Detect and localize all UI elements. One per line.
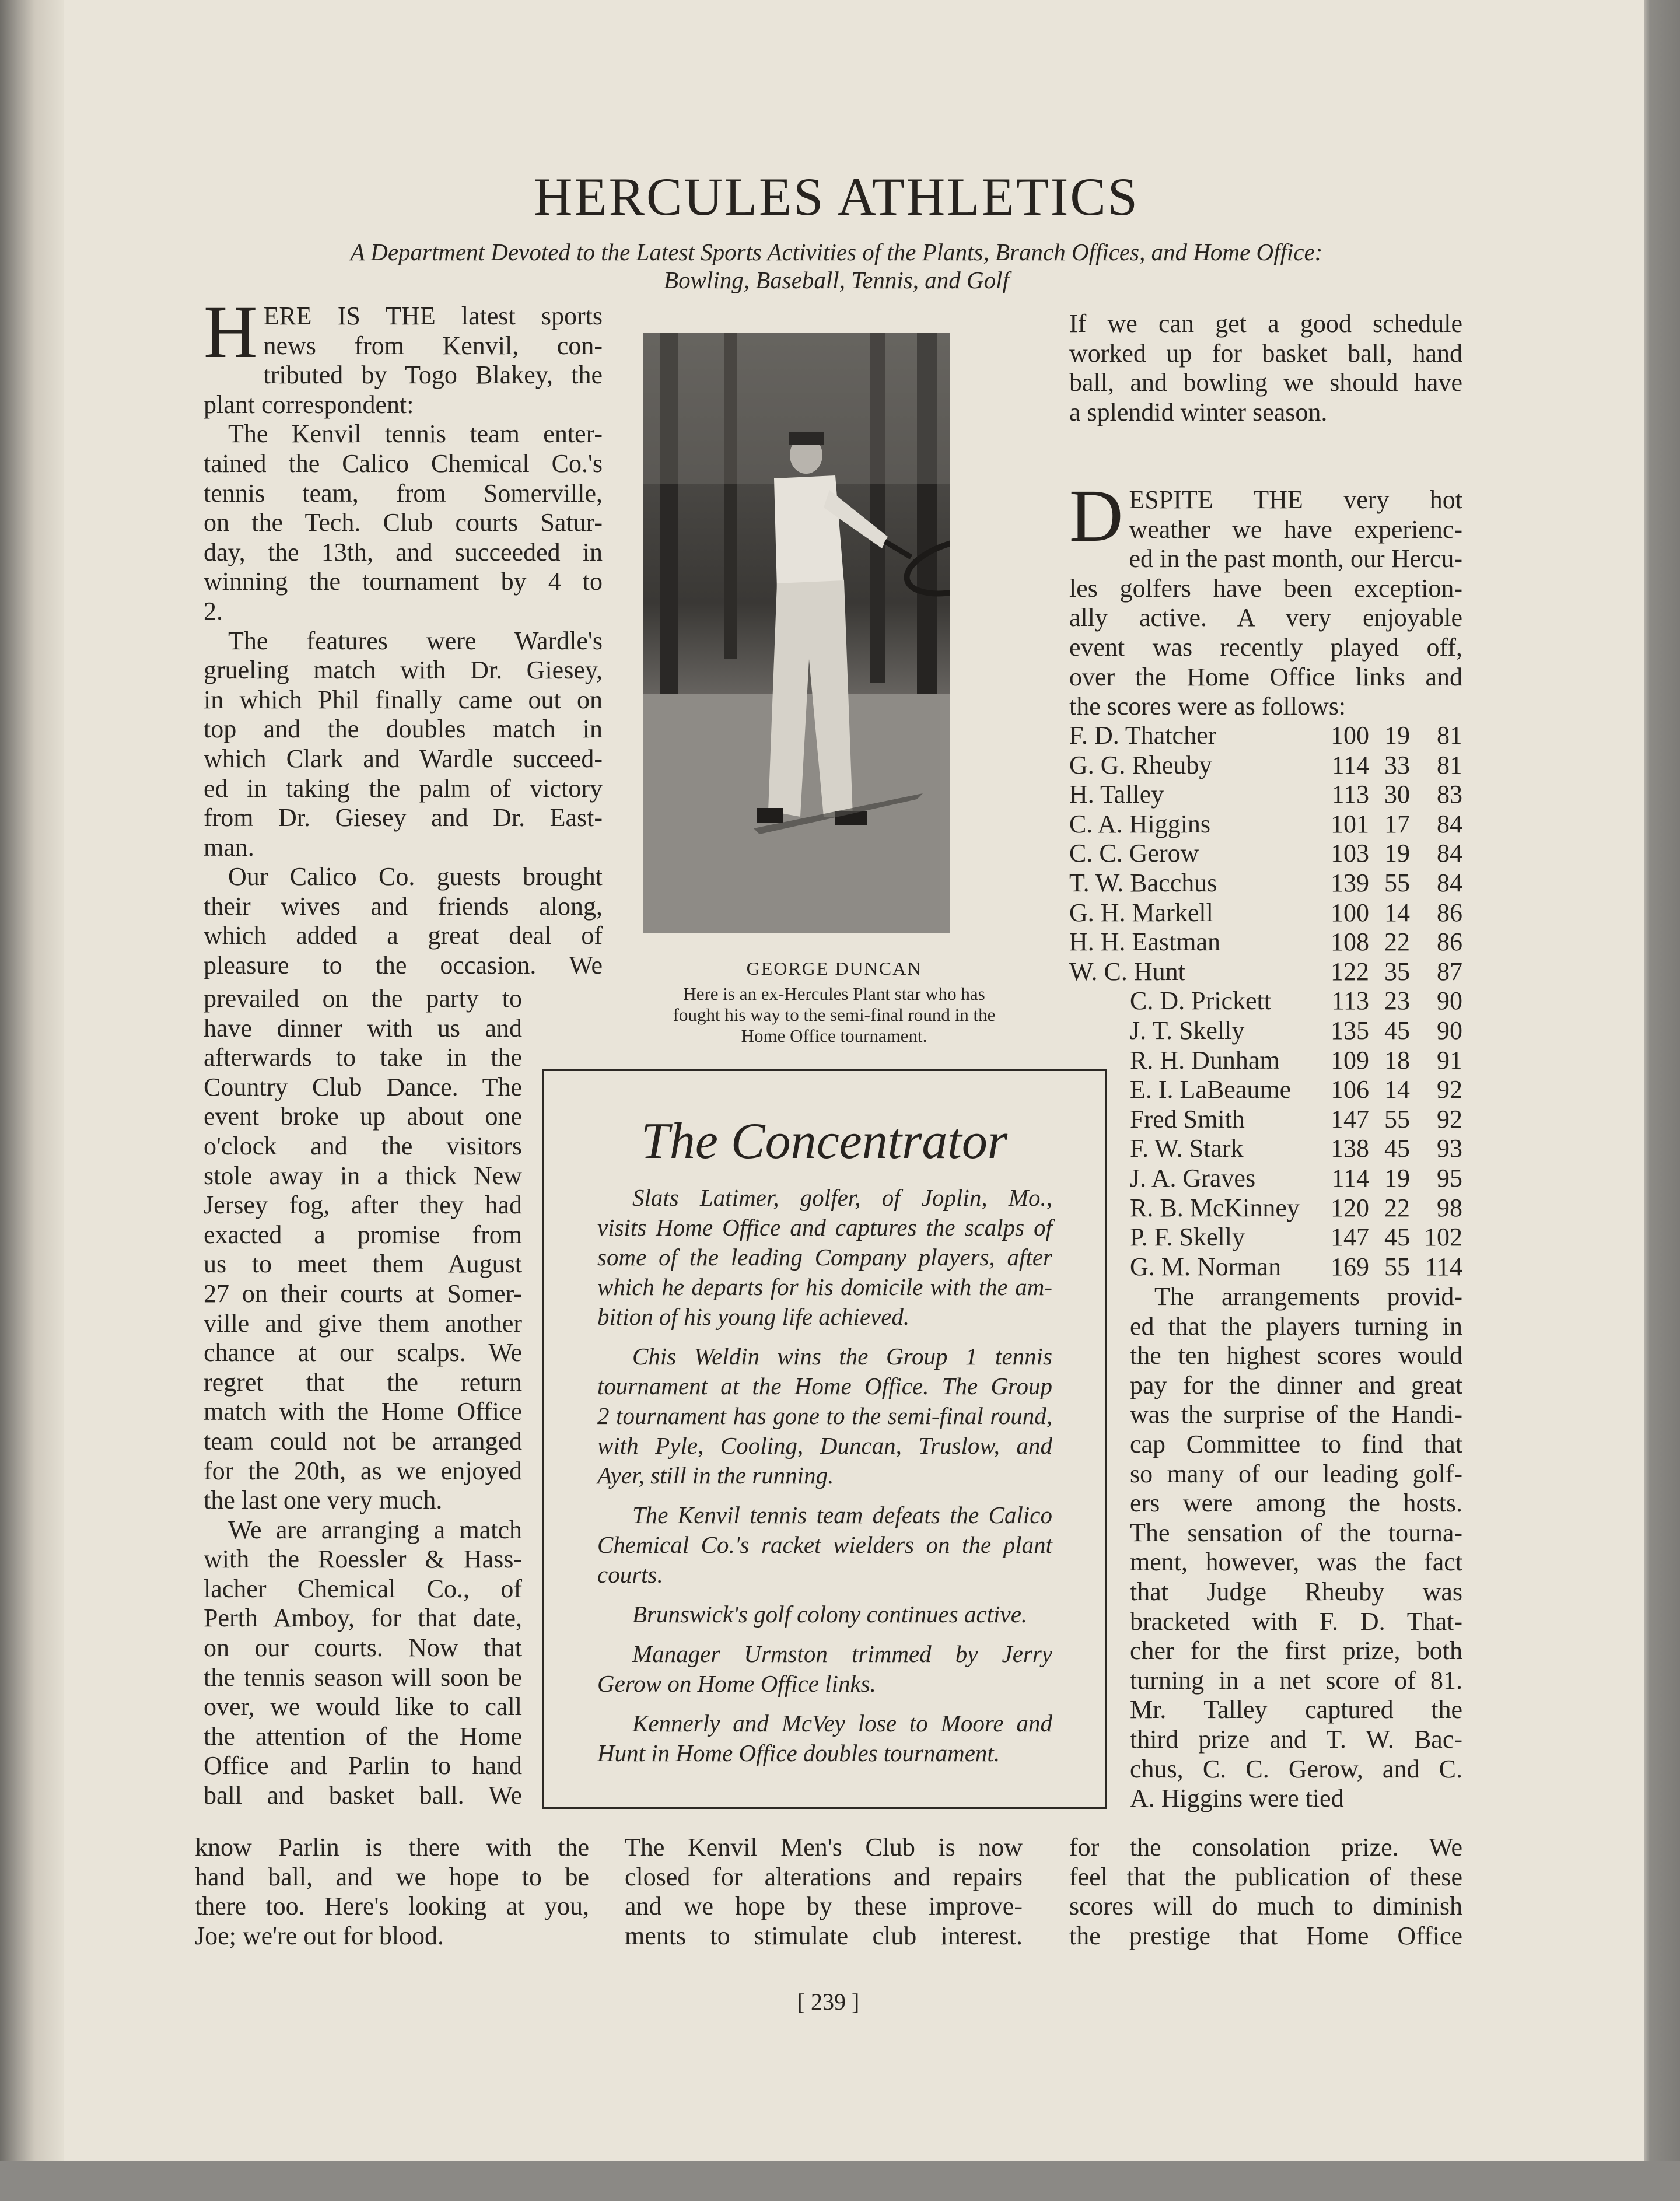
text-line: over the Home Office links and [1069,662,1462,691]
handicap: 33 [1384,750,1410,779]
text-line: news from Kenvil, con- [263,331,603,360]
paragraph [204,984,522,1516]
text-line: a splendid winter season. [1069,397,1328,426]
text-line: The sensation of the tourna- [1130,1518,1462,1547]
score-row [1069,751,1462,781]
gross-score: 113 [1331,986,1369,1016]
handicap: 17 [1384,809,1410,838]
text-line: ville and give them another [204,1308,522,1338]
score-row [1069,986,1462,1016]
net-score: 81 [1437,750,1462,779]
concentrator-box [542,1069,1107,1809]
text-line: cher for the first prize, both [1130,1636,1462,1665]
score-row [1069,957,1462,987]
caption-line: Here is an ex-Hercules Plant star who has [683,984,985,1004]
text-line: ball, and bowling we should have [1069,368,1462,397]
handicap: 30 [1384,780,1410,809]
net-score: 91 [1437,1045,1462,1075]
text-line: ed in taking the palm of victory [204,774,603,803]
player-name: J. T. Skelly [1130,1016,1245,1045]
gross-score: 138 [1331,1134,1369,1163]
score-row [1069,898,1462,928]
player-name: G. H. Markell [1069,898,1213,927]
net-score: 114 [1424,1252,1462,1281]
text-line: regret that the return [204,1367,522,1397]
handicap: 55 [1384,1104,1410,1133]
caption-line: fought his way to the semi-final round in the [673,1005,996,1025]
text-line: third prize and T. W. Bac- [1130,1724,1462,1754]
player-name: H. H. Eastman [1069,928,1221,957]
text-line: exacted a promise from [204,1220,522,1249]
middle-column-bottom [625,1833,1023,1951]
gross-score: 147 [1331,1104,1369,1133]
text-line: Kennerly and McVey lose to Moore and [632,1710,1052,1737]
text-line: pay for the dinner and great [1130,1370,1462,1399]
text-line: Joe; we're out for blood. [195,1921,444,1950]
player-name: R. B. McKinney [1130,1193,1300,1222]
score-row [1069,1016,1462,1046]
text-line: the scores were as follows: [1069,692,1346,721]
paragraph [597,1183,1052,1332]
net-score: 93 [1437,1134,1462,1163]
score-row [1069,1134,1462,1164]
text-line: with the Roessler & Hass- [204,1545,522,1574]
text-line: day, the 13th, and succeeded in [204,537,603,566]
handicap: 19 [1384,839,1410,868]
handicap: 45 [1384,1134,1410,1163]
text-line: us to meet them August [204,1250,522,1279]
text-line: ed that the players turning in [1130,1311,1462,1341]
score-row [1069,869,1462,898]
paragraph [1069,309,1462,427]
text-line: grueling match with Dr. Giesey, [204,656,603,685]
text-line: top and the doubles match in [204,715,603,744]
text-line: the tennis season will soon be [204,1663,522,1692]
text-line: which he departs for his domicile with the am- [597,1273,1052,1300]
text-line: on the Tech. Club courts Satur- [204,508,603,537]
text-line: tributed by Togo Blakey, the [263,361,603,390]
text-line: If we can get a good schedule [1069,309,1462,338]
text-line: Jersey fog, after they had [204,1191,522,1220]
net-score: 86 [1437,928,1462,957]
text-line: turning in a net score of 81. [1130,1665,1462,1695]
text-line: winning the tournament by 4 to [204,567,603,596]
score-row [1069,928,1462,957]
caption-line: Home Office tournament. [741,1026,928,1046]
text-line: Country Club Dance. The [204,1072,522,1101]
score-row [1069,1223,1462,1252]
net-score: 83 [1437,780,1462,809]
text-line: worked up for basket ball, hand [1069,338,1462,368]
net-score: 90 [1437,1016,1462,1045]
gross-score: 147 [1331,1223,1369,1252]
player-name: P. F. Skelly [1130,1223,1245,1252]
gross-score: 169 [1331,1252,1369,1281]
gross-score: 114 [1331,1163,1369,1192]
page-number: [ 239 ] [797,1989,860,2015]
score-row [1069,1105,1462,1135]
text-line: event broke up about one [204,1102,522,1131]
left-column-part-1 [204,291,603,981]
text-line: Perth Amboy, for that date, [204,1604,522,1633]
text-line: The Kenvil tennis team enter- [228,419,603,449]
score-row [1069,1164,1462,1194]
text-line: for the 20th, as we enjoyed [204,1456,522,1485]
gross-score: 109 [1331,1045,1369,1075]
text-line: tournament at the Home Office. The Group [597,1373,1052,1399]
text-line: Hunt in Home Office doubles tournament. [597,1740,1000,1766]
gross-score: 108 [1331,928,1369,957]
left-column-part-2 [204,984,522,1811]
text-line: the last one very much. [204,1486,443,1515]
handicap: 55 [1384,1252,1410,1281]
player-name: C. A. Higgins [1069,809,1211,838]
text-line: Brunswick's golf colony continues active. [632,1601,1028,1628]
text-line: Ayer, still in the running. [597,1462,834,1489]
net-score: 84 [1437,839,1462,868]
text-line: ball and basket ball. We [204,1781,522,1810]
net-score: 92 [1437,1104,1462,1133]
text-line: there too. Here's looking at you, [195,1892,589,1921]
photo-george-duncan [643,333,950,933]
player-name: G. G. Rheuby [1069,750,1212,779]
text-line: feel that the publication of these [1069,1862,1462,1891]
text-line: cap Committee to find that [1130,1429,1462,1458]
player-name: W. C. Hunt [1069,957,1185,986]
text-line: bracketed with F. D. That- [1130,1607,1462,1636]
handicap: 35 [1384,957,1410,986]
text-line: which added a great deal of [204,921,603,950]
gross-score: 100 [1331,898,1369,927]
text-line: chance at our scalps. We [204,1338,522,1367]
text-line: closed for alterations and repairs [625,1862,1023,1891]
text-line: on our courts. Now that [204,1633,522,1663]
text-line: ed in the past month, our Hercu- [1129,544,1462,573]
concentrator-items [597,1183,1052,1778]
text-line: pleasure to the occasion. We [204,951,603,980]
handicap: 14 [1384,1075,1410,1104]
player-name: C. D. Prickett [1130,986,1271,1016]
page-gutter-shadow [0,0,64,2201]
paragraph [204,291,603,419]
handicap: 18 [1384,1045,1410,1075]
player-name: G. M. Norman [1130,1252,1282,1281]
drop-cap: D [1069,474,1124,557]
paragraph [204,419,603,626]
text-line: ally active. A very enjoyable [1069,603,1462,632]
right-column-part-2 [1069,474,1462,722]
text-line: plant correspondent: [204,390,414,419]
subtitle-line: A Department Devoted to the Latest Sports Activities of the Plants, Branch Offices, and Home Office: [350,239,1323,265]
text-line: match with the Home Office [204,1397,522,1426]
text-line: the prestige that Home Office [1069,1921,1462,1950]
score-row [1069,839,1462,869]
paragraph [597,1709,1052,1768]
text-line: courts. [597,1561,663,1588]
score-row [1069,1252,1462,1282]
text-line: lacher Chemical Co., of [204,1574,522,1603]
caption-title: GEORGE DUNCAN [746,958,922,979]
text-line: Chis Weldin wins the Group 1 tennis [632,1343,1052,1370]
text-line: ment, however, was the fact [1130,1548,1462,1577]
paragraph [204,862,603,980]
net-score: 92 [1437,1075,1462,1104]
handicap: 19 [1384,721,1410,750]
text-line: ments to stimulate club interest. [625,1921,1023,1950]
text-line: 2. [204,596,223,625]
text-line: A. Higgins were tied [1130,1784,1344,1813]
paragraph [1130,1282,1462,1814]
text-line: weather we have experienc- [1129,515,1462,544]
text-line: stole away in a thick New [204,1161,522,1190]
text-line: their wives and friends along, [204,891,603,921]
text-line: that Judge Rheuby was [1130,1577,1462,1606]
player-name: J. A. Graves [1130,1163,1256,1192]
gross-score: 101 [1331,809,1369,838]
page-title: HERCULES ATHLETICS [534,167,1139,226]
paragraph [625,1833,1023,1951]
player-name: R. H. Dunham [1130,1045,1280,1075]
text-line: The features were Wardle's [228,626,603,655]
photo-caption [618,958,1050,1047]
text-line: over, we would like to call [204,1692,522,1721]
player-name: E. I. LaBeaume [1130,1075,1292,1104]
text-line: for the consolation prize. We [1069,1833,1462,1861]
text-line: Our Calico Co. guests brought [228,862,603,891]
net-score: 81 [1437,721,1462,750]
gross-score: 114 [1331,750,1369,779]
net-score: 87 [1437,957,1462,986]
handicap: 22 [1384,1193,1410,1222]
handicap: 55 [1384,868,1410,897]
player-name: C. C. Gerow [1069,839,1199,868]
text-line: from Dr. Giesey and Dr. East- [204,803,603,832]
right-column-part-3 [1130,1282,1462,1814]
handicap: 19 [1384,1163,1410,1192]
gross-score: 135 [1331,1016,1369,1045]
text-line: and we hope by these improve- [625,1892,1023,1921]
text-line: Office and Parlin to hand [204,1751,522,1780]
net-score: 95 [1437,1163,1462,1192]
page-bottom-edge [0,2161,1680,2201]
text-line: afterwards to take in the [204,1043,522,1072]
score-row [1069,1194,1462,1223]
text-line: in which Phil finally came out on [204,685,603,714]
player-name: T. W. Bacchus [1069,868,1217,897]
net-score: 102 [1424,1223,1462,1252]
paragraph [204,627,603,863]
subtitle-line: Bowling, Baseball, Tennis, and Golf [664,267,1009,293]
concentrator-title: The Concentrator [640,1113,1008,1170]
text-line: the ten highest scores would [1130,1341,1462,1370]
text-line: The Kenvil tennis team defeats the Calico [632,1502,1052,1528]
text-line: the attention of the Home [204,1721,522,1751]
gross-score: 122 [1331,957,1369,986]
text-line: 2 tournament has gone to the semi-final round, [597,1402,1052,1429]
text-line: Manager Urmston trimmed by Jerry [632,1640,1052,1667]
handicap: 45 [1384,1016,1410,1045]
paragraph [195,1833,589,1951]
text-line: prevailed on the party to [204,984,522,1013]
right-column-part-1 [1069,309,1462,427]
drop-cap: H [204,291,258,373]
paragraph [597,1600,1052,1629]
score-row [1069,1075,1462,1105]
text-line: The Kenvil Men's Club is now [625,1833,1023,1861]
score-row [1069,721,1462,751]
gross-score: 120 [1331,1193,1369,1222]
score-row [1069,780,1462,810]
golf-scores-table [1069,721,1462,1282]
text-line: bition of his young life achieved. [597,1303,910,1330]
text-line: with Pyle, Cooling, Duncan, Truslow, and [597,1432,1052,1459]
gross-score: 113 [1331,780,1369,809]
player-name: F. D. Thatcher [1069,721,1217,750]
gross-score: 106 [1331,1075,1369,1104]
text-line: so many of our leading golf- [1130,1459,1462,1488]
score-row [1069,1046,1462,1076]
text-line: was the surprise of the Handi- [1130,1400,1462,1429]
text-line: ERE IS THE latest sports [263,302,603,330]
net-score: 98 [1437,1193,1462,1222]
gross-score: 100 [1331,721,1369,750]
player-name: F. W. Stark [1130,1134,1244,1163]
left-column-part-3 [195,1833,589,1951]
text-line: have dinner with us and [204,1013,522,1042]
net-score: 84 [1437,809,1462,838]
gross-score: 139 [1331,868,1369,897]
text-line: some of the leading Company players, after [597,1244,1052,1271]
text-line: tennis team, from Somerville, [204,478,603,508]
score-row [1069,810,1462,839]
text-line: Slats Latimer, golfer, of Joplin, Mo., [632,1184,1052,1211]
text-line: chus, C. C. Gerow, and C. [1130,1754,1462,1783]
text-line: which Clark and Wardle succeed- [204,744,603,773]
right-column-part-4 [1069,1833,1462,1951]
paragraph [597,1500,1052,1590]
text-line: scores will do much to diminish [1069,1892,1462,1921]
text-line: hand ball, and we hope to be [195,1862,589,1891]
player-name: Fred Smith [1130,1104,1245,1133]
paragraph [1069,474,1462,722]
text-line: We are arranging a match [228,1515,522,1544]
page-subtitle [0,238,1673,294]
text-line: tained the Calico Chemical Co.'s [204,449,603,478]
paragraph [597,1342,1052,1490]
text-line: 27 on their courts at Somer- [204,1279,522,1308]
text-line: event was recently played off, [1069,632,1462,662]
handicap: 22 [1384,928,1410,957]
text-line: les golfers have been exception- [1069,573,1462,603]
text-line: team could not be arranged [204,1426,522,1455]
text-line: ers were among the hosts. [1130,1489,1462,1518]
text-line: Chemical Co.'s racket wielders on the plant [597,1531,1052,1558]
player-name: H. Talley [1069,780,1164,809]
gross-score: 103 [1331,839,1369,868]
net-score: 84 [1437,868,1462,897]
paragraph [597,1639,1052,1699]
net-score: 90 [1437,986,1462,1016]
handicap: 23 [1384,986,1410,1016]
page-right-edge [1644,0,1680,2201]
text-line: Gerow on Home Office links. [597,1670,876,1697]
paragraph [204,1516,522,1811]
text-line: o'clock and the visitors [204,1131,522,1160]
text-line: visits Home Office and captures the scalps of [597,1214,1052,1241]
handicap: 45 [1384,1223,1410,1252]
handicap: 14 [1384,898,1410,927]
text-line: The arrangements provid- [1154,1282,1462,1311]
text-line: Mr. Talley captured the [1130,1695,1462,1724]
text-line: ESPITE THE very hot [1129,485,1462,514]
text-line: man. [204,832,254,862]
paragraph [1069,1833,1462,1951]
net-score: 86 [1437,898,1462,927]
text-line: know Parlin is there with the [195,1833,589,1861]
